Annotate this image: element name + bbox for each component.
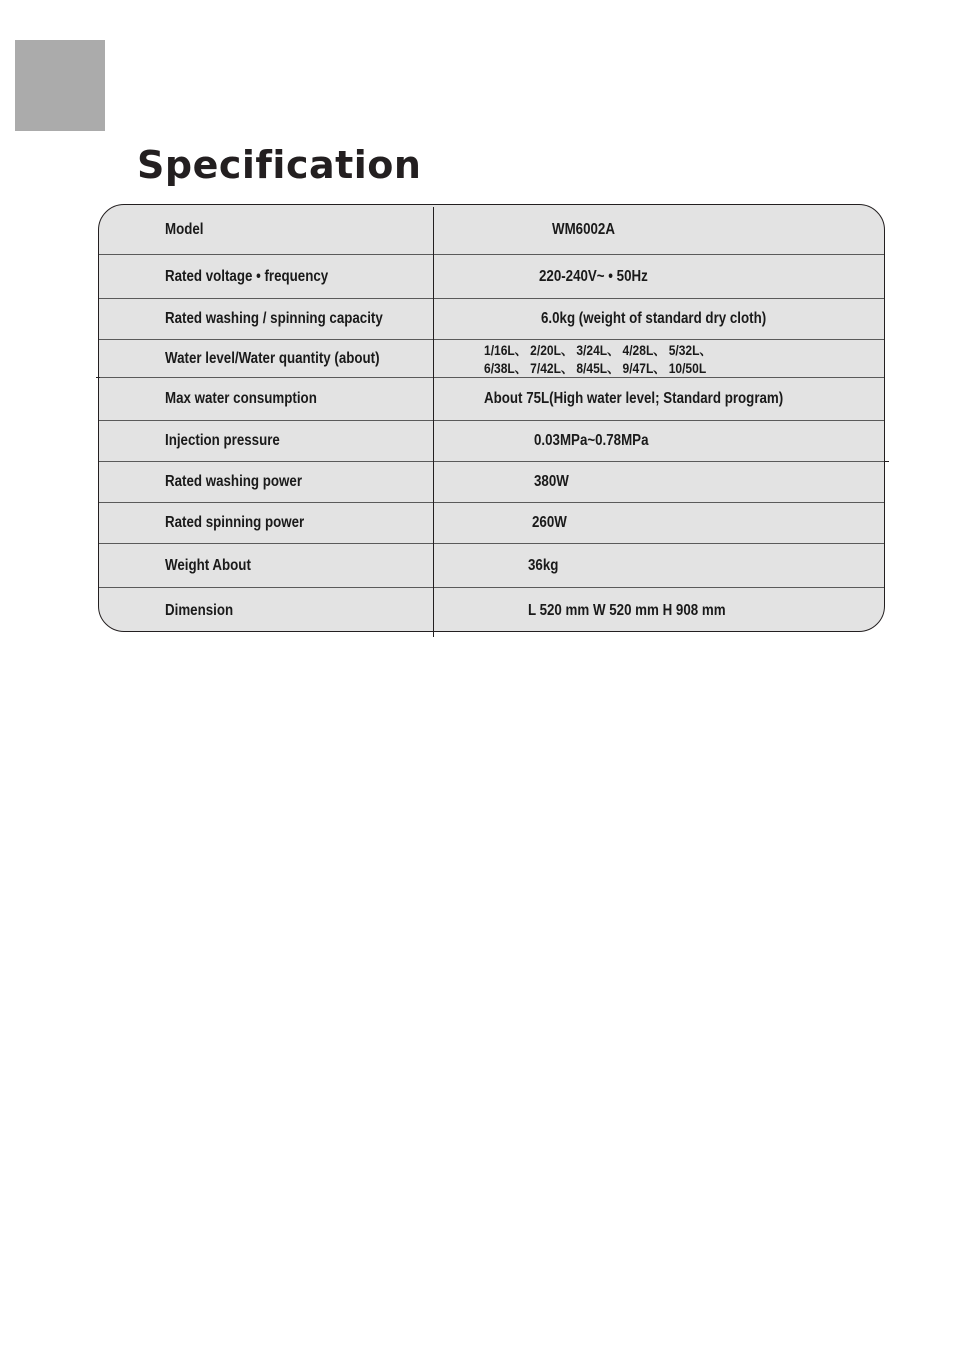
spec-value: L 520 mm W 520 mm H 908 mm [528,601,726,619]
spec-row-water-level [99,340,884,378]
spec-value: 0.03MPa~0.78MPa [534,432,649,449]
spec-value: 260W [532,514,567,531]
spec-value: 6.0kg (weight of standard dry cloth) [541,310,767,327]
spec-label: Max water consumption [165,390,317,407]
spec-label: Injection pressure [165,432,280,449]
spec-row-washing-power [99,462,884,503]
spec-value: 380W [534,473,569,490]
spec-value: 220-240V~ • 50Hz [539,267,648,285]
spec-value: WM6002A [552,220,615,238]
spec-value: 36kg [528,556,559,574]
page-title: Specification [137,143,422,187]
spec-label: Rated voltage • frequency [165,267,329,285]
spec-label: Rated washing power [165,473,303,490]
spec-value: About 75L(High water level; Standard program) [484,390,784,407]
spec-label: Model [165,220,204,238]
page-corner-marker [15,40,105,131]
spec-row-model [99,205,884,255]
spec-row-weight [99,544,884,588]
spec-row-spinning-power [99,503,884,544]
table-edge-tick [884,461,889,462]
spec-label: Rated washing / spinning capacity [165,310,383,327]
spec-label: Water level/Water quantity (about) [165,349,380,367]
table-column-divider [433,207,434,637]
spec-label: Weight About [165,556,251,574]
spec-row-injection-pressure [99,421,884,462]
spec-row-capacity [99,299,884,340]
table-edge-tick [96,377,100,378]
spec-label: Dimension [165,601,234,619]
specification-table [98,204,885,632]
spec-label: Rated spinning power [165,514,305,531]
spec-row-max-water [99,378,884,421]
spec-value: 1/16L、 2/20L、 3/24L、 4/28L、 5/32L、 6/38L、 7/42L、 8/45L、 9/47L、 10/50L [484,341,712,376]
spec-row-rated-voltage [99,255,884,299]
spec-row-dimension [99,588,884,632]
